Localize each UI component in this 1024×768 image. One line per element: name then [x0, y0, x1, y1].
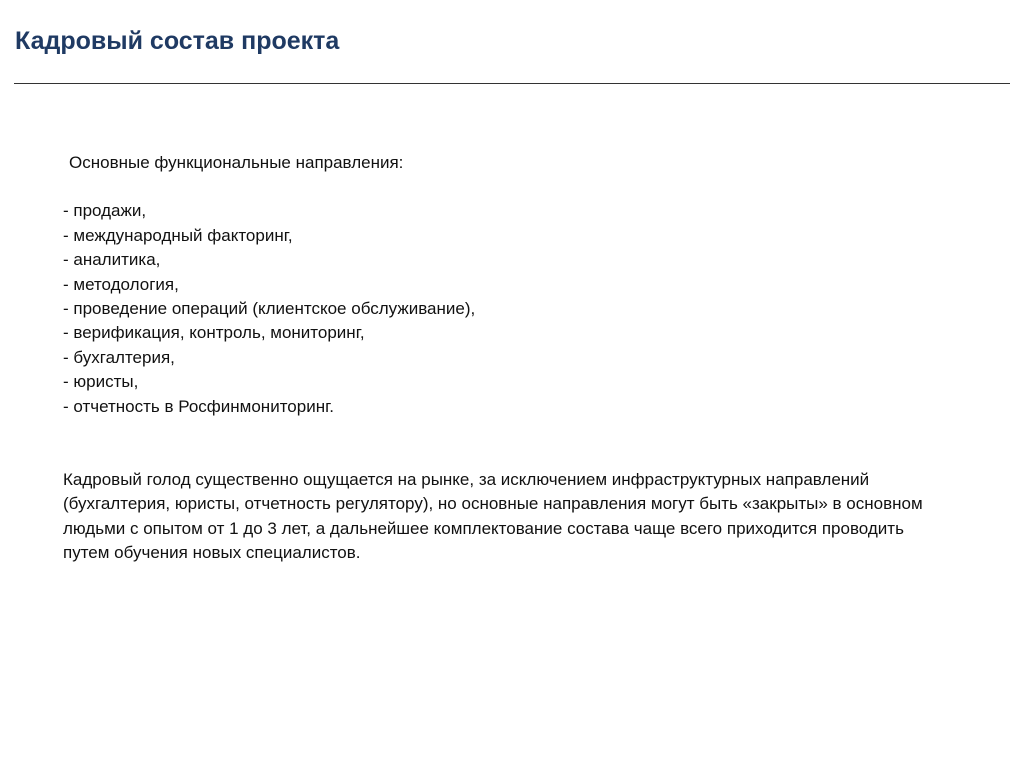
slide-title: Кадровый состав проекта	[15, 27, 340, 55]
direction-item: - проведение операций (клиентское обслуживание),	[63, 299, 476, 319]
direction-item: - международный факторинг,	[63, 225, 293, 245]
direction-item: - продажи,	[63, 201, 147, 221]
direction-item: - бухгалтерия,	[63, 347, 175, 367]
direction-item: - методология,	[63, 274, 179, 294]
slide-content	[63, 151, 963, 566]
direction-item: - отчетность в Росфинмониторинг.	[63, 396, 334, 416]
title-divider	[14, 83, 1010, 84]
direction-item: - юристы,	[63, 372, 139, 392]
direction-item: - верификация, контроль, мониторинг,	[63, 323, 365, 343]
directions-list	[63, 199, 963, 419]
directions-intro: Основные функциональные направления:	[69, 153, 404, 172]
direction-item: - аналитика,	[63, 250, 161, 270]
summary-paragraph: Кадровый голод существенно ощущается на рынке, за исключением инфраструктурных направлений (бухгалтерия, юристы, отчетность регулятору), но основные направления могут быть «закрыты» в основном людьми с опытом от 1 до 3 лет, а дальнейшее комплектование состава чаще всего приходится проводить путем обучения новых специалистов.	[63, 470, 923, 563]
